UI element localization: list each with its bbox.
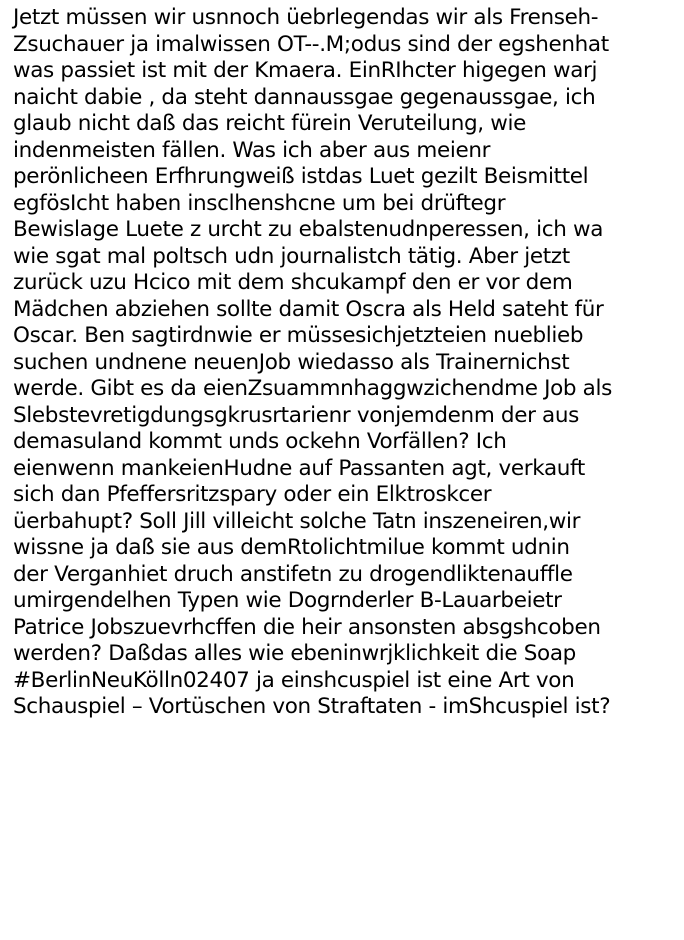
- text-line: eienwenn mankeienHudne auf Passanten agt, verkauft: [13, 455, 585, 481]
- text-line: Mädchen abziehen sollte damit Oscra als Held sateht für: [13, 296, 604, 322]
- text-line: Zsuchauer ja imalwissen OT--.M;odus sind der egshenhat: [13, 31, 609, 57]
- text-line: suchen undnene neuenJob wiedasso als Trainernichst: [13, 349, 570, 375]
- text-line: Patrice Jobszuevrhcffen die heir ansonsten absgshcoben: [13, 614, 601, 640]
- text-line: der Verganhiet druch anstifetn zu drogendliktenauffle: [13, 561, 573, 587]
- text-line: Slebstevretigdungsgkrusrtarienr vonjemdenm der aus: [13, 402, 580, 428]
- text-line: perönlicheen Erfhrungweiß istdas Luet gezilt Beismittel: [13, 164, 589, 189]
- text-line: indenmeisten fällen. Was ich aber aus meienr: [13, 137, 491, 163]
- text-line: Jetzt müssen wir usnnoch üebrlegendas wir als Frenseh-: [13, 5, 599, 30]
- text-line: umirgendelhen Typen wie Dogrnderler B-Lauarbeietr: [13, 588, 562, 613]
- text-line: #BerlinNeuKölln02407 ja einshcuspiel ist eine Art von: [13, 667, 575, 693]
- body-text: [13, 5, 681, 721]
- text-line: werde. Gibt es da eienZsuammnhaggwzichendme Job als: [13, 376, 612, 401]
- text-line: zurück uzu Hcico mit dem shcukampf den er vor dem: [13, 270, 573, 295]
- text-line: naicht dabie , da steht dannaussgae gegenaussgae, ich: [13, 84, 596, 110]
- text-line: Bewislage Luete z urcht zu ebalstenudnperessen, ich wa: [13, 217, 604, 242]
- text-line: üerbahupt? Soll Jill villeicht solche Tatn inszeneiren,wir: [13, 508, 581, 534]
- text-line: wissne ja daß sie aus demRtolichtmilue kommt udnin: [13, 535, 570, 560]
- text-line: egfösIcht haben insclhenshcne um bei drüftegr: [13, 190, 506, 216]
- text-line: was passiet ist mit der Kmaera. EinRIhcter higegen warj: [13, 58, 598, 83]
- text-line: Schauspiel – Vortüschen von Straftaten - imShcuspiel ist?: [13, 694, 611, 719]
- text-line: Oscar. Ben sagtirdnwie er müssesichjetzteien nueblieb: [13, 323, 584, 348]
- text-line: werden? Daßdas alles wie ebeninwrjklichkeit die Soap: [13, 641, 576, 666]
- text-line: glaub nicht daß das reicht fürein Veruteilung, wie: [13, 111, 526, 136]
- text-line: demasuland kommt unds ockehn Vorfällen? Ich: [13, 429, 507, 454]
- text-line: sich dan Pfeffersritzspary oder ein Elktroskcer: [13, 482, 492, 507]
- text-line: wie sgat mal poltsch udn journalistch tätig. Aber jetzt: [13, 243, 570, 269]
